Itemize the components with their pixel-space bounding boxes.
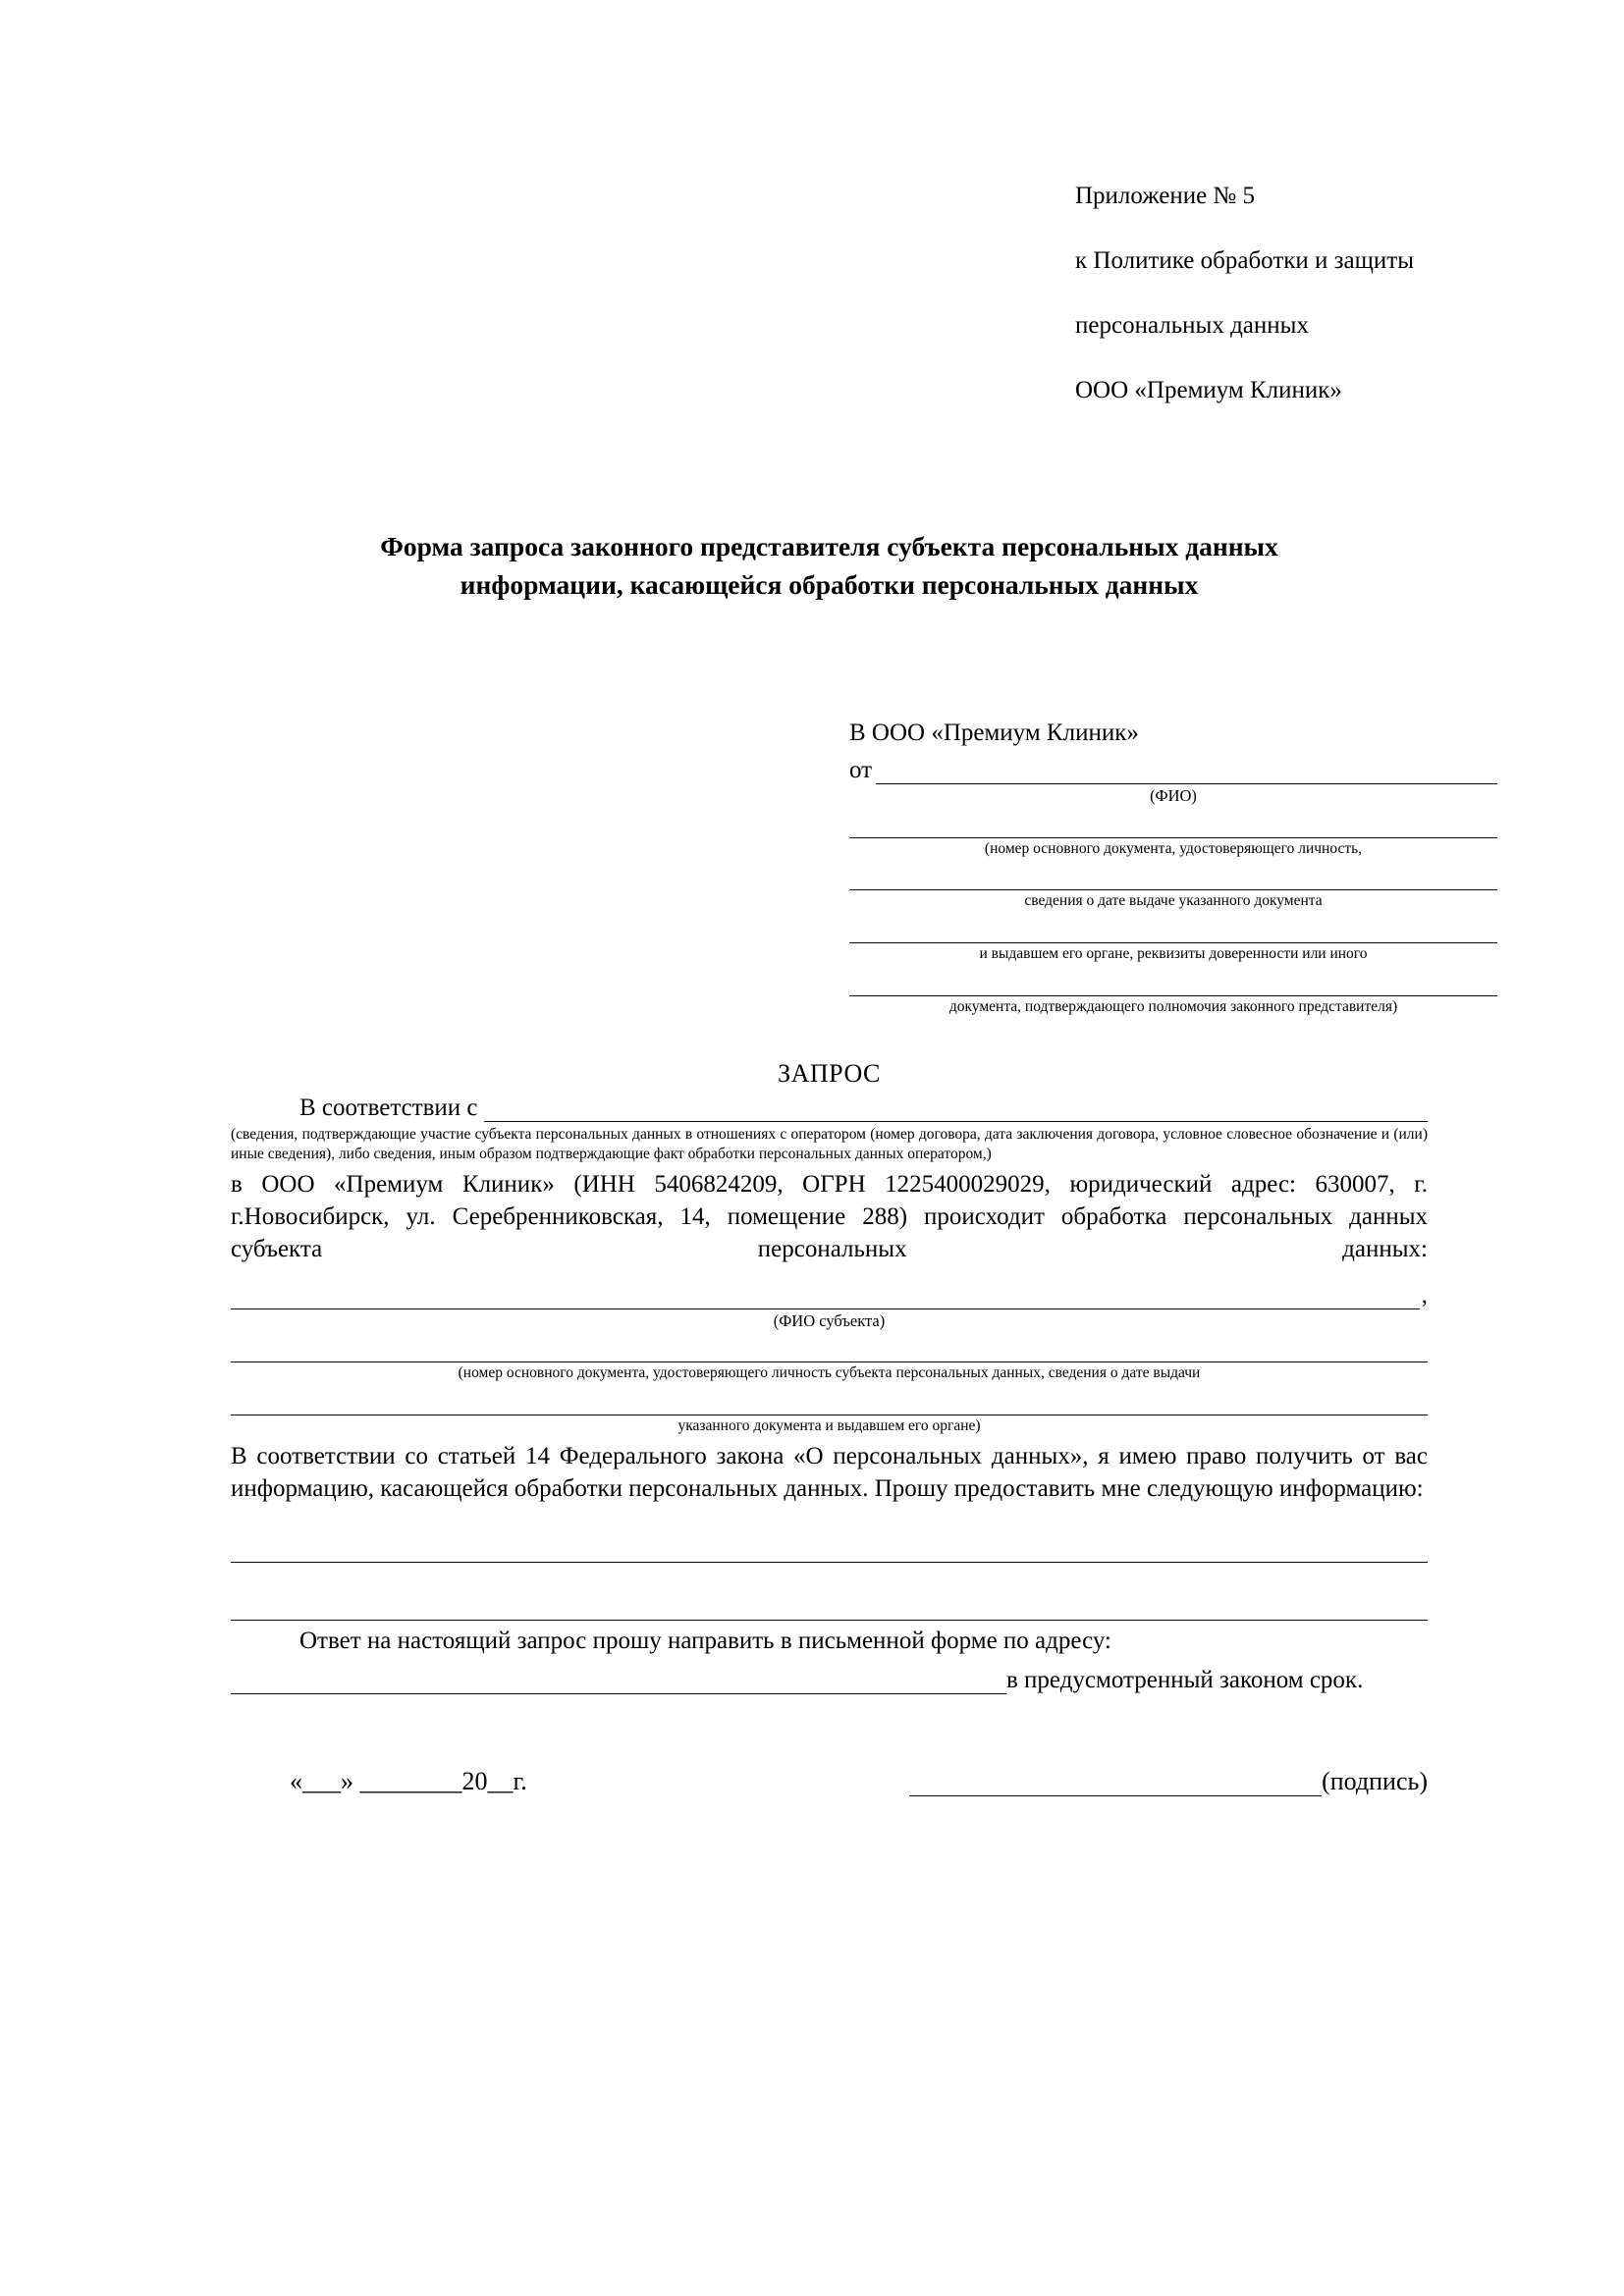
appendix-number: Приложение № 5 bbox=[1075, 183, 1256, 209]
from-input-line[interactable] bbox=[876, 764, 1497, 784]
from-caption-fio: (ФИО) bbox=[1150, 786, 1197, 806]
doc-authority-caption: документа, подтверждающего полномочия законного представителя) bbox=[948, 997, 1398, 1015]
date-field[interactable]: «___» ________20__г. bbox=[290, 1767, 527, 1796]
answer-paragraph: Ответ на настоящий запрос прошу направить в письменной форме по адресу: bbox=[299, 1628, 1111, 1655]
page-title-line-1: Форма запроса законного представителя субъекта персональных данных bbox=[380, 531, 1278, 561]
subject-doc-input-line[interactable] bbox=[231, 1336, 1428, 1362]
doc-date-caption: сведения о дате выдаче указанного документа bbox=[1024, 892, 1323, 910]
addressee-organization: В ООО «Премиум Клиник» bbox=[849, 720, 1139, 747]
requested-info-line-2[interactable] bbox=[231, 1586, 1428, 1621]
signature-input-line[interactable] bbox=[909, 1776, 1322, 1796]
answer-address-row bbox=[231, 1667, 1428, 1694]
addressee-block bbox=[849, 720, 1497, 1016]
signature-caption: (подпись) bbox=[1322, 1767, 1428, 1796]
appendix-policy-line-2: персональных данных bbox=[1075, 312, 1309, 339]
subject-fio-input-line[interactable] bbox=[231, 1287, 1420, 1309]
page-title bbox=[231, 527, 1428, 604]
signature-row bbox=[231, 1767, 1428, 1796]
page-title-line-2: информации, касающейся обработки персональных данных bbox=[460, 569, 1199, 601]
request-heading: ЗАПРОС bbox=[778, 1059, 881, 1089]
accordance-label: В соответствии с bbox=[299, 1095, 478, 1122]
signature-field bbox=[909, 1767, 1428, 1796]
appendix-header bbox=[1075, 147, 1428, 439]
subject-fio-row bbox=[231, 1282, 1428, 1309]
from-field-row bbox=[849, 757, 1497, 784]
answer-address-tail: в предусмотренный законом срок. bbox=[1006, 1667, 1364, 1694]
doc-date-input-line[interactable] bbox=[849, 864, 1497, 890]
doc-authority-input-line[interactable] bbox=[849, 970, 1497, 996]
requested-info-line-1[interactable] bbox=[231, 1528, 1428, 1563]
doc-issuer-caption: и выдавшем его органе, реквизиты доверенности или иного bbox=[979, 945, 1368, 963]
subject-fio-caption: (ФИО субъекта) bbox=[773, 1310, 886, 1330]
subject-doc-caption-2: указанного документа и выдавшем его органе) bbox=[677, 1417, 981, 1435]
subject-doc-issuer-input-line[interactable] bbox=[231, 1389, 1428, 1415]
law-paragraph: В соответствии со статьей 14 Федерального закона «О персональных данных», я имею право получить от вас информацию, касающейся обработки персональных данных. Прошу предоставить мне следующую информацию: bbox=[231, 1442, 1428, 1502]
appendix-company: ООО «Премиум Клиник» bbox=[1075, 377, 1342, 403]
accordance-caption: (сведения, подтверждающие участие субъекта персональных данных в отношениях с оператором (номер договора, дата заключения договора, условное словесное обозначение и (или) иные сведения), либо сведения, иным образом подтверждающие факт обработки персональных данных оператором,) bbox=[231, 1126, 1428, 1163]
accordance-row bbox=[231, 1095, 1428, 1122]
subject-doc-caption-1: (номер основного документа, удостоверяющего личность субъекта персональных данных, сведения о дате выдачи bbox=[458, 1364, 1201, 1382]
doc-number-input-line[interactable] bbox=[849, 812, 1497, 838]
doc-number-caption: (номер основного документа, удостоверяющего личность, bbox=[984, 839, 1363, 857]
accordance-input-line[interactable] bbox=[484, 1101, 1428, 1122]
doc-issuer-input-line[interactable] bbox=[849, 917, 1497, 943]
organization-paragraph: в ООО «Премиум Клиник» (ИНН 5406824209, ОГРН 1225400029029, юридический адрес: 630007, г. г.Новосибирск, ул. Серебренниковская, 14, помещение 288) происходит обработка персональных данных субъекта персональных данных: bbox=[231, 1170, 1428, 1263]
answer-address-input-line[interactable] bbox=[231, 1672, 1006, 1694]
appendix-policy-line-1: к Политике обработки и защиты bbox=[1075, 247, 1415, 274]
subject-fio-comma: , bbox=[1421, 1281, 1428, 1308]
from-label: от bbox=[849, 757, 873, 784]
